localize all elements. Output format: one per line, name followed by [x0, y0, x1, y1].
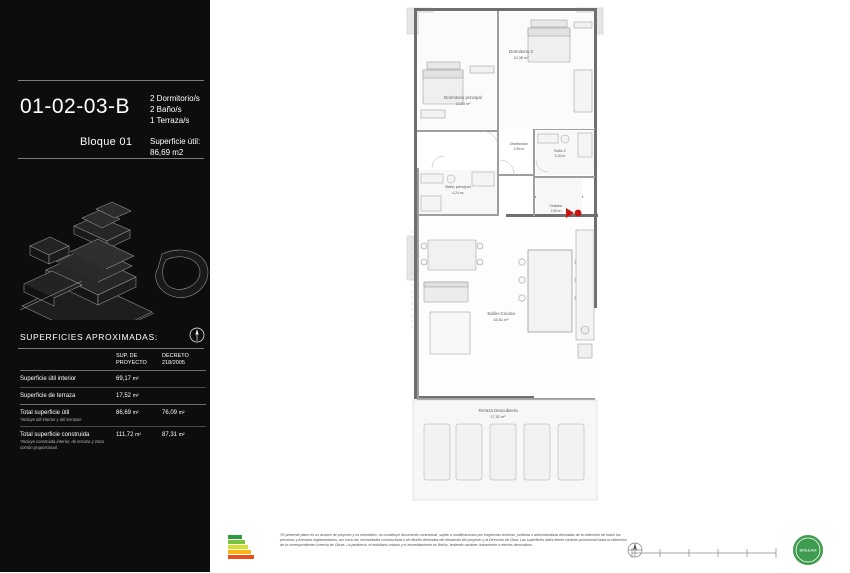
row-label	[20, 427, 116, 454]
header-proyecto: SUP. DE PROYECTO	[116, 353, 147, 366]
unit-decreto: m²	[178, 410, 185, 416]
row-decreto	[162, 427, 206, 454]
room-area: 4,24 m²	[452, 191, 464, 195]
row-proyecto	[116, 388, 162, 404]
energy-rating-icon	[228, 534, 270, 560]
table-row	[20, 371, 206, 387]
unit-proyecto: m²	[132, 393, 139, 399]
room-label: Vestidor	[549, 204, 563, 208]
room-label: Dormitorio principal	[444, 95, 482, 100]
site-block-illustration	[12, 160, 212, 320]
unit-proyecto: m²	[135, 432, 141, 439]
spec-bathrooms: 2 Baño/s	[150, 105, 182, 114]
table-header-row	[20, 352, 206, 370]
unit-specs	[150, 93, 200, 126]
value-decreto: 87,31	[162, 432, 178, 439]
room-label: Dormitorio 2	[509, 49, 533, 54]
room-label: Baño 2	[554, 149, 566, 153]
row-label: Superficie útil interior	[20, 376, 77, 382]
spec-terraces: 1 Terraza/s	[150, 116, 190, 125]
room-label: Salón-Cocina	[487, 311, 515, 316]
row-label: Superficie de terraza	[20, 393, 76, 399]
value-proyecto: 111,72	[116, 432, 134, 439]
divider-top	[18, 80, 204, 81]
room-area: 2,96 m²	[550, 209, 562, 213]
row-note: *Incluye construida interior, de terraza y zona común proporcional.	[20, 439, 104, 450]
row-note: *Incluye útil interior y útil terrazas	[20, 417, 82, 422]
room-area: 3,18 m²	[554, 154, 566, 158]
room-area: 17,52 m²	[490, 415, 506, 419]
header-decreto: DECRETO 218/2005	[162, 353, 189, 366]
unit-decreto: m²	[178, 432, 185, 439]
row-proyecto	[116, 405, 162, 426]
unit-code: 01-02-03-B	[20, 95, 131, 118]
usable-surface-label: Superficie útil:	[150, 137, 201, 146]
room-label: Distribuidor	[509, 142, 529, 146]
seal-label: BREEAM	[799, 547, 817, 553]
table-row	[20, 405, 206, 426]
row-label-text: Total superficie construida	[20, 432, 90, 439]
legal-disclaimer: *El presente plano es un avance de proyecto y es orientativo, no constituye documento contractual, sujeto a modificaciones por exigencias técnicas, jurídicas o administrativas derivadas de la obtención de todos los permisos y licencias reglamentarios, así como las necesidades constructivas o de diseño derivadas del desarrollo del proyecto y la Dirección de Obra. Las superficies útiles tienen carácter provisional hasta la obtención de la correspondiente Licencia de Obras. La jardinería, el mobiliario urbano y el amueblamiento es ficticio, teniendo carácter únicamente a efectos decorativos.	[280, 533, 627, 548]
value-proyecto: 17,52	[116, 393, 132, 399]
unit-proyecto: m²	[132, 410, 139, 416]
usable-surface-value: 86,69 m2	[150, 148, 184, 157]
room-area: 34,61 m²	[493, 317, 509, 322]
row-decreto	[162, 405, 206, 426]
row-decreto	[162, 388, 206, 404]
floorplan-drawing	[210, 0, 850, 572]
value-decreto: 76,09	[162, 410, 178, 416]
room-label: Terraza Descubierta	[478, 408, 518, 413]
floorplan-area	[210, 0, 850, 572]
block-label: Bloque 01	[80, 136, 133, 148]
room-area: 10,36 m²	[513, 56, 529, 60]
row-label	[20, 405, 116, 426]
value-proyecto: 86,69	[116, 410, 132, 416]
unit-proyecto: m²	[132, 376, 139, 382]
compass-icon	[188, 326, 206, 344]
footer	[210, 520, 850, 572]
info-panel	[0, 0, 210, 572]
room-label: Baño principal	[445, 184, 471, 189]
row-decreto	[162, 371, 206, 387]
divider-surfaces	[18, 348, 204, 349]
value-proyecto: 69,17	[116, 376, 132, 382]
surfaces-table	[20, 352, 206, 454]
row-proyecto	[116, 427, 162, 454]
row-label-text: Total superficie útil	[20, 410, 70, 416]
spec-bedrooms: 2 Dormitorio/s	[150, 94, 200, 103]
surfaces-title: SUPERFICIES APROXIMADAS:	[20, 332, 158, 342]
table-row	[20, 388, 206, 404]
scale-bar	[630, 544, 780, 560]
room-area: 1,96 m²	[513, 147, 525, 151]
divider-middle	[18, 158, 204, 159]
usable-surface	[150, 136, 200, 158]
row-proyecto	[116, 371, 162, 387]
table-row	[20, 427, 206, 454]
header-blank	[20, 352, 116, 370]
room-area: 13,53 m²	[455, 102, 471, 106]
breeam-seal-icon	[790, 532, 826, 568]
